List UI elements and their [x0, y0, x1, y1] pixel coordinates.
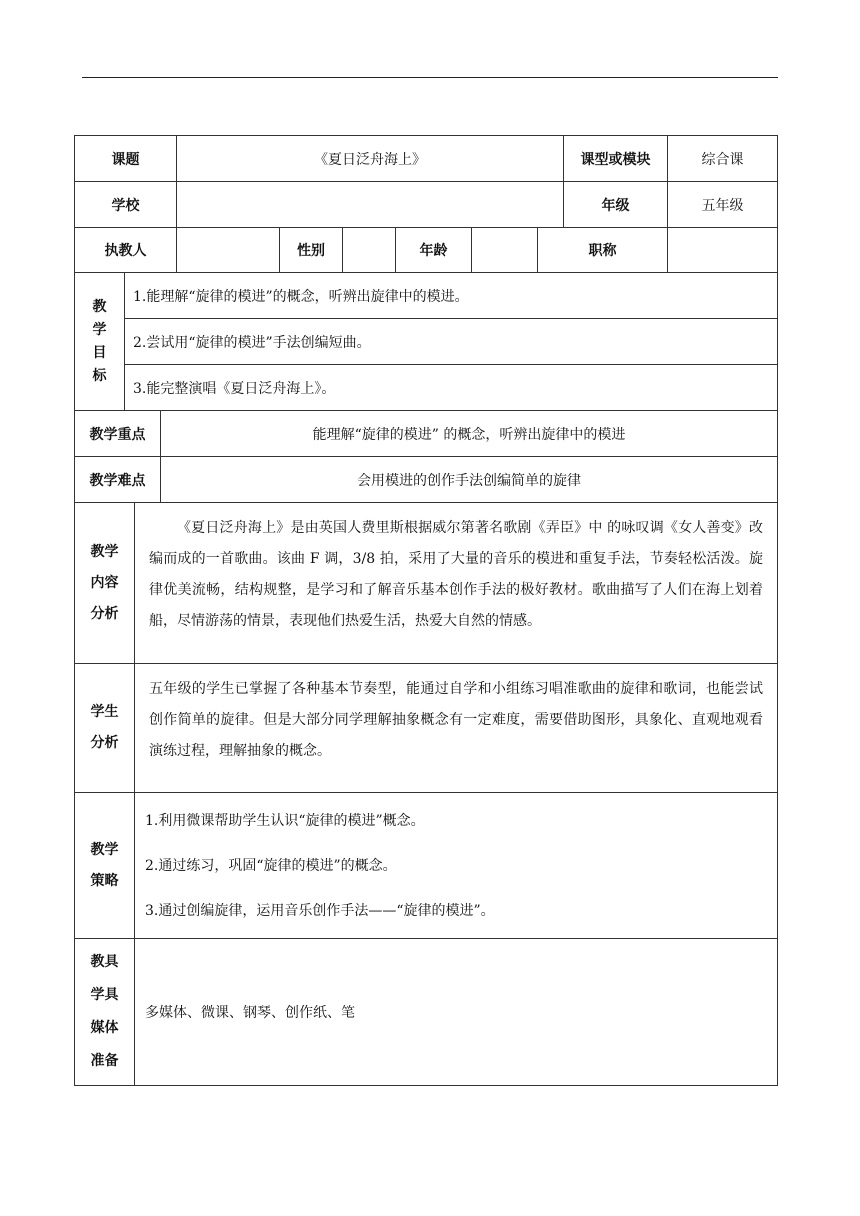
media-label-line: 媒体 [90, 1020, 119, 1036]
content-label-line: 教学 [90, 543, 119, 560]
key-point-label: 教学重点 [75, 411, 161, 457]
strategy-item: 3.通过创编旋律，运用音乐创作手法——“旋律的模进”。 [145, 903, 495, 919]
job-title-value [668, 228, 777, 273]
gender-value [343, 228, 396, 273]
school-label: 学校 [75, 182, 177, 228]
goal-item: 2.尝试用“旋律的模进”手法创编短曲。 [125, 319, 777, 365]
gender-label: 性别 [280, 228, 343, 273]
job-title-label: 职称 [538, 228, 668, 273]
media-label-line: 准备 [90, 1053, 119, 1069]
strategy-label-line: 策略 [90, 872, 119, 889]
grade-label: 年级 [564, 182, 668, 228]
media-value: 多媒体、微课、钢琴、创作纸、笔 [145, 1005, 355, 1021]
lesson-type-value: 综合课 [668, 136, 777, 182]
grade-value: 五年级 [668, 182, 777, 228]
content-analysis-label [75, 503, 135, 664]
student-analysis-text: 五年级的学生已掌握了各种基本节奏型，能通过自学和小组练习唱准歌曲的旋律和歌词，也能尝试创作简单的旋律。但是大部分同学理解抽象概念有一定难度，需要借助图形，具象化、直观地观看演练过程，理解抽象的概念。 [135, 664, 777, 793]
topic-value: 《夏日泛舟海上》 [177, 136, 564, 182]
media-label-line: 学具 [90, 987, 119, 1003]
age-label: 年龄 [396, 228, 472, 273]
goals-label [75, 273, 125, 411]
strategy-label-line: 教学 [90, 841, 119, 858]
goals-label-char: 目 [92, 344, 107, 361]
difficulty-label: 教学难点 [75, 457, 161, 503]
key-point-value: 能理解“旋律的模进” 的概念，听辨出旋律中的模进 [161, 411, 777, 457]
goal-item: 3.能完整演唱《夏日泛舟海上》。 [125, 365, 777, 411]
student-label-line: 分析 [90, 735, 119, 751]
lesson-plan-table [74, 135, 778, 1086]
content-label-line: 内容 [90, 574, 119, 591]
content-label-line: 分析 [90, 605, 119, 622]
student-label-line: 学生 [90, 704, 119, 720]
topic-label: 课题 [75, 136, 177, 182]
strategy-label [75, 793, 135, 939]
content-analysis-text: 《夏日泛舟海上》是由英国人费里斯根据威尔第著名歌剧《弄臣》中 的咏叹调《女人善变》改编而成的一首歌曲。该曲 F 调，3/8 拍，采用了大量的音乐的模进和重复手法，节奏轻松活泼。旋律优美流畅，结构规整，是学习和了解音乐基本创作手法的极好教材。歌曲描写了人们在海上划着船，尽情游荡的情景，表现他们热爱生活，热爱大自然的情感。 [135, 503, 777, 664]
goal-item: 1.能理解“旋律的模进”的概念，听辨出旋律中的模进。 [125, 273, 777, 319]
teacher-value [177, 228, 280, 273]
goals-label-char: 标 [92, 367, 107, 384]
lesson-type-label: 课型或模块 [564, 136, 668, 182]
header-rule [82, 77, 778, 78]
goals-label-char: 教 [92, 298, 107, 315]
media-label [75, 939, 135, 1085]
student-analysis-label [75, 664, 135, 793]
school-value [177, 182, 564, 228]
teacher-label: 执教人 [75, 228, 177, 273]
strategy-item: 1.利用微课帮助学生认识“旋律的模进”概念。 [145, 813, 425, 829]
strategy-item: 2.通过练习，巩固“旋律的模进”的概念。 [145, 858, 397, 874]
difficulty-value: 会用模进的创作手法创编简单的旋律 [161, 457, 777, 503]
media-label-line: 教具 [90, 954, 119, 970]
strategy-list [135, 793, 777, 939]
age-value [472, 228, 538, 273]
goals-label-char: 学 [92, 321, 107, 338]
